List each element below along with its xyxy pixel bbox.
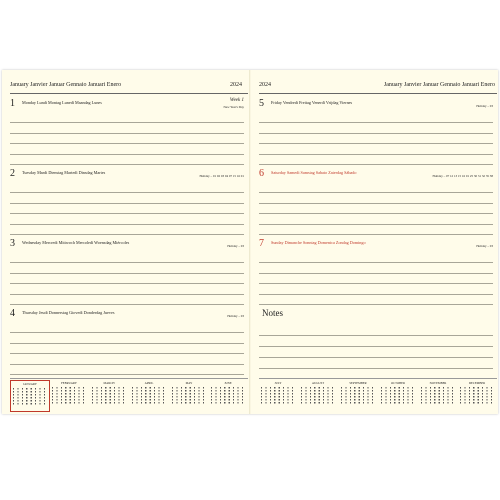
day-note: Holiday – 03 <box>227 244 244 248</box>
mini-calendar-december[interactable] <box>458 380 496 410</box>
mini-calendar-days <box>132 387 166 405</box>
mini-calendar-month-name: JANUARY <box>23 382 37 386</box>
mini-calendar-september[interactable] <box>339 380 377 410</box>
mini-calendar-month-name: DECEMBER <box>468 381 486 385</box>
day-block-3[interactable] <box>10 234 248 300</box>
left-header-year: 2024 <box>230 82 242 88</box>
week-label: Week 1 <box>229 98 244 103</box>
day-names: Tuesday Mardi Dienstag Martedì Dinsdag Martes <box>22 170 106 175</box>
mini-calendar-may[interactable] <box>170 380 208 410</box>
day-number: 2 <box>10 168 15 179</box>
mini-calendar-days <box>261 387 295 405</box>
writing-lines[interactable] <box>10 323 244 375</box>
notes-lines[interactable] <box>259 325 493 369</box>
mini-calendar-april[interactable] <box>130 380 168 410</box>
mini-calendar-month-name: AUGUST <box>311 381 325 385</box>
day-names: Monday Lundi Montag Lunedì Maandag Lunes <box>22 100 102 105</box>
mini-calendar-month-name: MAY <box>185 381 193 385</box>
writing-lines[interactable] <box>259 183 493 235</box>
day-block-4[interactable] <box>10 304 248 370</box>
mini-calendar-month-name: SEPTEMBER <box>349 381 367 385</box>
right-header <box>259 82 497 92</box>
mini-calendar-october[interactable] <box>379 380 417 410</box>
writing-lines[interactable] <box>10 253 244 305</box>
day-note: Holiday – 03 <box>476 244 493 248</box>
day-block-2[interactable] <box>10 164 248 230</box>
mini-calendar-august[interactable] <box>299 380 337 410</box>
mini-calendar-month-name: JUNE <box>224 381 232 385</box>
day-names: Sunday Dimanche Sonntag Domenica Zondag Domingo <box>271 240 366 245</box>
mini-calendar-month-name: APRIL <box>144 381 154 385</box>
calendar-rule <box>10 378 248 379</box>
day-number: 6 <box>259 168 264 179</box>
mini-calendar-days <box>13 388 47 406</box>
mini-calendar-days <box>301 387 335 405</box>
day-note: Holiday – 01 02 03 04 07 15 16 01 <box>199 174 244 178</box>
mini-calendar-days <box>211 387 245 405</box>
writing-lines[interactable] <box>10 113 244 165</box>
day-number: 4 <box>10 308 15 319</box>
mini-calendar-june[interactable] <box>209 380 247 410</box>
mini-calendar-days <box>421 387 455 405</box>
day-note: New Year's Day <box>223 105 244 109</box>
page-gutter <box>249 70 251 414</box>
left-header-months: January Janvier Januar Gennaio Januari Enero <box>10 82 122 88</box>
right-page <box>259 70 497 414</box>
mini-calendar-days <box>52 387 86 405</box>
right-header-year: 2024 <box>259 82 271 88</box>
mini-calendar-days <box>381 387 415 405</box>
mini-calendar-month-name: OCTOBER <box>391 381 405 385</box>
day-names: Saturday Samedi Samstag Sabato Zaterdag Sábado <box>271 170 357 175</box>
calendar-rule <box>259 378 497 379</box>
mini-calendar-february[interactable] <box>50 380 88 410</box>
left-header <box>10 82 248 92</box>
day-block-5[interactable] <box>259 94 497 160</box>
day-number: 3 <box>10 238 15 249</box>
mini-calendar-month-name: NOVEMBER <box>429 381 447 385</box>
day-block-6[interactable] <box>259 164 497 230</box>
day-block-1[interactable] <box>10 94 248 160</box>
day-number: 1 <box>10 98 15 109</box>
notes-title: Notes <box>262 308 283 318</box>
mini-calendar-days <box>460 387 494 405</box>
day-number: 5 <box>259 98 264 109</box>
mini-calendar-days <box>341 387 375 405</box>
mini-calendar-days <box>92 387 126 405</box>
day-block-7[interactable] <box>259 234 497 300</box>
writing-lines[interactable] <box>259 253 493 305</box>
mini-calendar-november[interactable] <box>419 380 457 410</box>
day-note: Holiday – 03 <box>476 104 493 108</box>
day-names: Thursday Jeudi Donnerstag Giovedì Donderdag Jueves <box>22 310 115 315</box>
left-year-calendar <box>10 378 248 414</box>
left-page <box>10 70 248 414</box>
diary-spread <box>2 70 498 414</box>
day-number: 7 <box>259 238 264 249</box>
writing-lines[interactable] <box>259 113 493 165</box>
day-note: Holiday – 03 <box>227 314 244 318</box>
day-names: Wednesday Mercredi Mittwoch Mercoledì Woensdag Miércoles <box>22 240 130 245</box>
right-year-calendar <box>259 378 497 414</box>
mini-calendar-month-name: MARCH <box>103 381 115 385</box>
mini-calendar-month-name: FEBRUARY <box>61 381 77 385</box>
mini-calendar-days <box>172 387 206 405</box>
day-names: Friday Vendredi Freitag Venerdì Vrijdag Viernes <box>271 100 353 105</box>
writing-lines[interactable] <box>10 183 244 235</box>
right-header-months: January Janvier Januar Gennaio Januari Enero <box>383 82 495 88</box>
mini-calendar-july[interactable] <box>259 380 297 410</box>
day-note: Holiday – 07 12 13 15 16 01 25 30 31 32 35 38 <box>432 174 493 178</box>
mini-calendar-month-name: JULY <box>274 381 282 385</box>
mini-calendar-january[interactable] <box>10 380 50 412</box>
mini-calendar-march[interactable] <box>90 380 128 410</box>
